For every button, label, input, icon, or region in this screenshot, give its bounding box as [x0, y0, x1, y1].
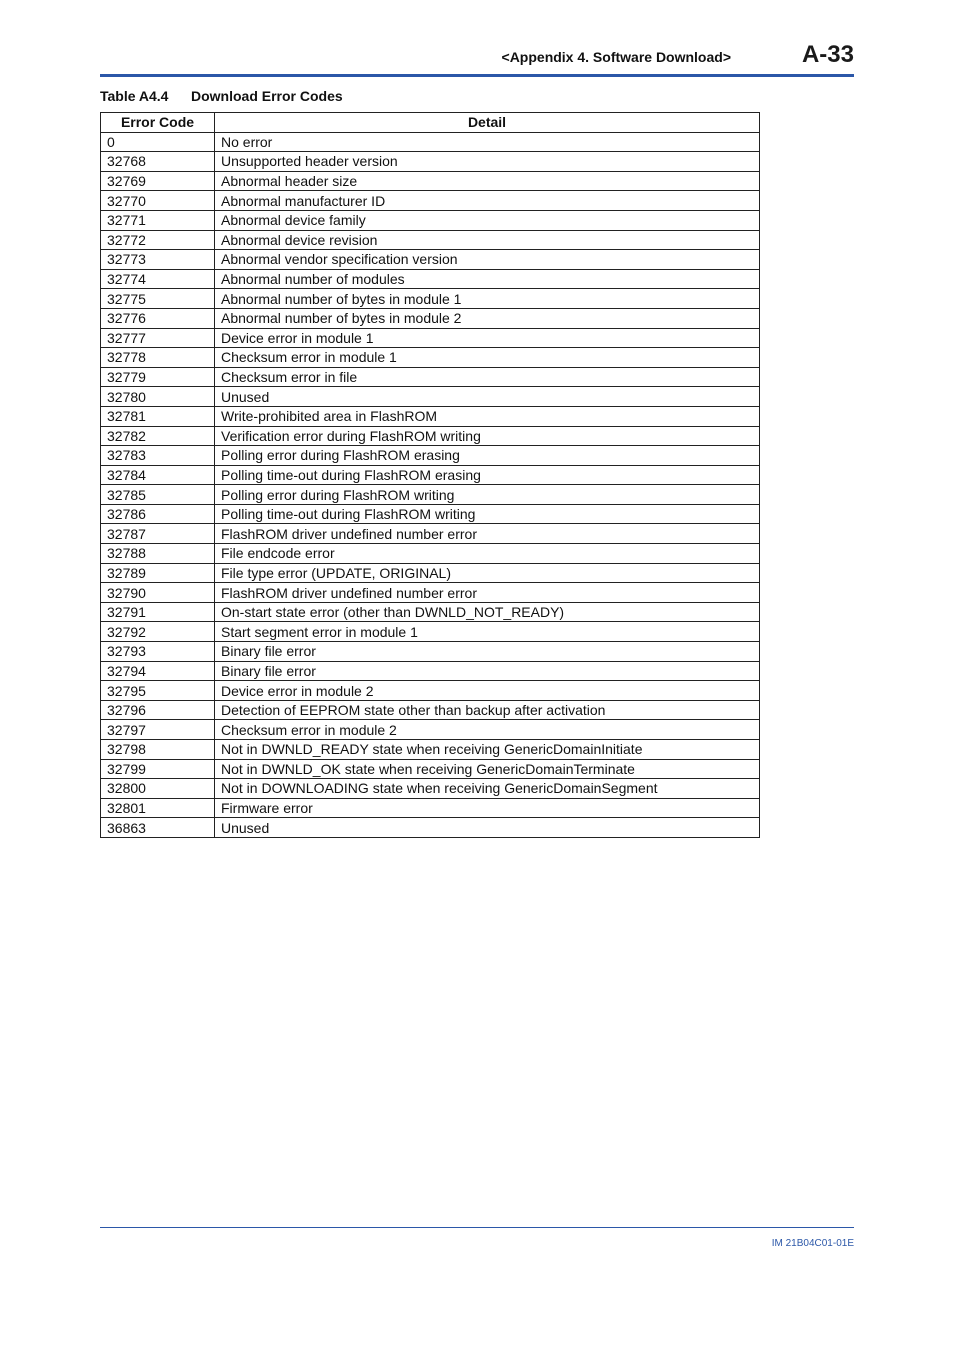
- table-row: [101, 622, 760, 642]
- error-code-cell: 32782: [101, 426, 215, 446]
- table-row: [101, 446, 760, 466]
- detail-cell: On-start state error (other than DWNLD_NOT_READY): [215, 602, 760, 622]
- error-code-cell: 32781: [101, 406, 215, 426]
- table-row: [101, 465, 760, 485]
- footer-divider: [100, 1227, 854, 1228]
- section-title: <Appendix 4. Software Download>: [501, 49, 731, 65]
- error-code-cell: 32799: [101, 759, 215, 779]
- detail-cell: Abnormal device revision: [215, 230, 760, 250]
- table-row: [101, 171, 760, 191]
- table-row: [101, 328, 760, 348]
- error-code-cell: 32790: [101, 583, 215, 603]
- detail-cell: Abnormal number of modules: [215, 269, 760, 289]
- detail-cell: FlashROM driver undefined number error: [215, 583, 760, 603]
- table-header-row: [101, 113, 760, 133]
- table-body: [101, 132, 760, 837]
- error-code-cell: 32795: [101, 681, 215, 701]
- table-row: [101, 210, 760, 230]
- error-code-cell: 32777: [101, 328, 215, 348]
- detail-cell: Abnormal header size: [215, 171, 760, 191]
- detail-cell: Abnormal number of bytes in module 2: [215, 308, 760, 328]
- table-row: [101, 720, 760, 740]
- table-number: Table A4.4: [100, 88, 169, 104]
- detail-cell: Not in DWNLD_OK state when receiving GenericDomainTerminate: [215, 759, 760, 779]
- detail-cell: File type error (UPDATE, ORIGINAL): [215, 563, 760, 583]
- detail-cell: Not in DWNLD_READY state when receiving GenericDomainInitiate: [215, 740, 760, 760]
- table-row: [101, 191, 760, 211]
- detail-cell: Start segment error in module 1: [215, 622, 760, 642]
- error-code-cell: 32780: [101, 387, 215, 407]
- error-code-cell: 32798: [101, 740, 215, 760]
- table-row: [101, 406, 760, 426]
- table-caption: [100, 88, 343, 104]
- detail-cell: Device error in module 2: [215, 681, 760, 701]
- table-row: [101, 152, 760, 172]
- detail-cell: Firmware error: [215, 798, 760, 818]
- table-row: [101, 269, 760, 289]
- detail-cell: Device error in module 1: [215, 328, 760, 348]
- detail-cell: Polling error during FlashROM erasing: [215, 446, 760, 466]
- detail-cell: FlashROM driver undefined number error: [215, 524, 760, 544]
- error-code-cell: 32785: [101, 485, 215, 505]
- detail-cell: No error: [215, 132, 760, 152]
- detail-cell: Abnormal manufacturer ID: [215, 191, 760, 211]
- error-code-cell: 32772: [101, 230, 215, 250]
- detail-cell: Detection of EEPROM state other than backup after activation: [215, 700, 760, 720]
- column-header-detail: Detail: [215, 113, 760, 133]
- error-code-cell: 32775: [101, 289, 215, 309]
- detail-cell: Polling error during FlashROM writing: [215, 485, 760, 505]
- table-row: [101, 250, 760, 270]
- error-code-cell: 32801: [101, 798, 215, 818]
- table-row: [101, 348, 760, 368]
- detail-cell: Binary file error: [215, 642, 760, 662]
- table-row: [101, 642, 760, 662]
- error-code-cell: 32787: [101, 524, 215, 544]
- table-row: [101, 759, 760, 779]
- error-code-cell: 32783: [101, 446, 215, 466]
- detail-cell: Verification error during FlashROM writing: [215, 426, 760, 446]
- table-row: [101, 563, 760, 583]
- detail-cell: Polling time-out during FlashROM writing: [215, 504, 760, 524]
- error-code-cell: 32779: [101, 367, 215, 387]
- error-code-cell: 32768: [101, 152, 215, 172]
- error-code-cell: 32794: [101, 661, 215, 681]
- table-row: [101, 798, 760, 818]
- detail-cell: Unsupported header version: [215, 152, 760, 172]
- header-divider: [100, 74, 854, 77]
- table-row: [101, 602, 760, 622]
- error-code-cell: 32770: [101, 191, 215, 211]
- table-row: [101, 818, 760, 838]
- detail-cell: Checksum error in module 2: [215, 720, 760, 740]
- detail-cell: Polling time-out during FlashROM erasing: [215, 465, 760, 485]
- error-code-cell: 32786: [101, 504, 215, 524]
- column-header-error-code: Error Code: [101, 113, 215, 133]
- detail-cell: Checksum error in module 1: [215, 348, 760, 368]
- detail-cell: Abnormal number of bytes in module 1: [215, 289, 760, 309]
- detail-cell: Not in DOWNLOADING state when receiving GenericDomainSegment: [215, 779, 760, 799]
- table-row: [101, 740, 760, 760]
- table-row: [101, 681, 760, 701]
- detail-cell: Binary file error: [215, 661, 760, 681]
- error-code-cell: 32773: [101, 250, 215, 270]
- detail-cell: Write-prohibited area in FlashROM: [215, 406, 760, 426]
- error-code-cell: 32789: [101, 563, 215, 583]
- error-code-cell: 32792: [101, 622, 215, 642]
- table-row: [101, 583, 760, 603]
- table-row: [101, 426, 760, 446]
- error-code-cell: 32784: [101, 465, 215, 485]
- error-code-cell: 32769: [101, 171, 215, 191]
- detail-cell: Unused: [215, 818, 760, 838]
- error-code-cell: 32797: [101, 720, 215, 740]
- table-row: [101, 504, 760, 524]
- table-row: [101, 779, 760, 799]
- table-row: [101, 544, 760, 564]
- error-code-table: [100, 112, 760, 838]
- error-code-cell: 32800: [101, 779, 215, 799]
- detail-cell: Checksum error in file: [215, 367, 760, 387]
- error-code-cell: 32771: [101, 210, 215, 230]
- table-row: [101, 230, 760, 250]
- table-row: [101, 308, 760, 328]
- error-code-cell: 36863: [101, 818, 215, 838]
- error-code-cell: 32796: [101, 700, 215, 720]
- error-code-cell: 32774: [101, 269, 215, 289]
- table-row: [101, 387, 760, 407]
- error-code-cell: 32791: [101, 602, 215, 622]
- detail-cell: File endcode error: [215, 544, 760, 564]
- error-code-cell: 32793: [101, 642, 215, 662]
- table-row: [101, 524, 760, 544]
- table-row: [101, 661, 760, 681]
- detail-cell: Abnormal vendor specification version: [215, 250, 760, 270]
- document-id: IM 21B04C01-01E: [771, 1238, 854, 1249]
- table-title: Download Error Codes: [191, 88, 343, 104]
- page-number: A-33: [801, 41, 854, 68]
- table-row: [101, 700, 760, 720]
- error-code-cell: 32778: [101, 348, 215, 368]
- error-code-cell: 32788: [101, 544, 215, 564]
- table-row: [101, 485, 760, 505]
- table-row: [101, 132, 760, 152]
- detail-cell: Unused: [215, 387, 760, 407]
- error-code-cell: 0: [101, 132, 215, 152]
- error-code-cell: 32776: [101, 308, 215, 328]
- detail-cell: Abnormal device family: [215, 210, 760, 230]
- page-header: [100, 38, 854, 74]
- table-row: [101, 289, 760, 309]
- table-row: [101, 367, 760, 387]
